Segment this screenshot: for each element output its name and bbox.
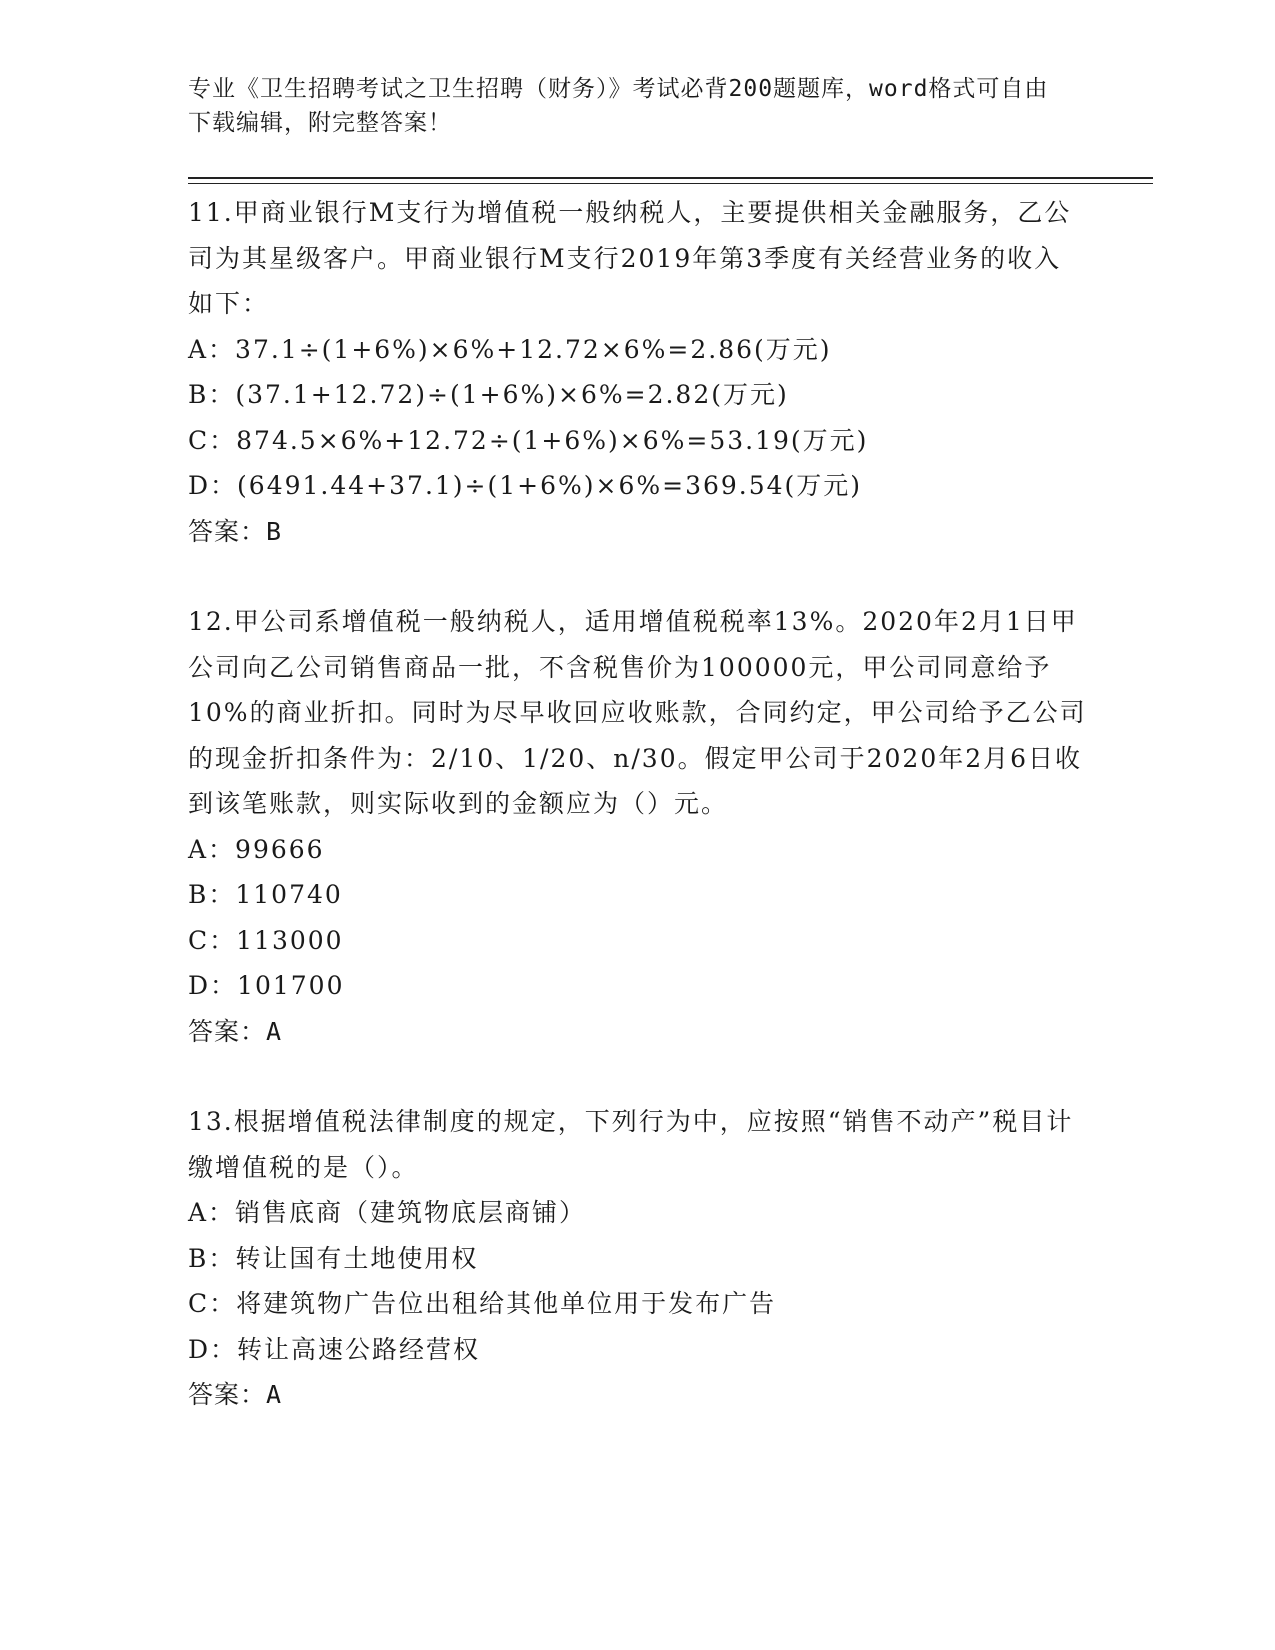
question-13 (188, 1099, 1088, 1418)
question-stem: 11.甲商业银行M支行为增值税一般纳税人，主要提供相关金融服务，乙公司为其星级客户。甲商业银行M支行2019年第3季度有关经营业务的收入如下： (188, 198, 1072, 318)
question-11 (188, 190, 1088, 554)
option-b: B：转让国有土地使用权 (188, 1243, 479, 1273)
option-a: A：99666 (188, 834, 325, 864)
answer-label: 答案：A (188, 1016, 283, 1046)
option-a: A：销售底商（建筑物底层商铺） (188, 1198, 587, 1227)
option-b: B：110740 (188, 880, 343, 909)
document-header: 专业《卫生招聘考试之卫生招聘（财务）》考试必背200题题库，word格式可自由下载编辑，附完整答案！ (188, 76, 1049, 136)
option-c: C：将建筑物广告位出租给其他单位用于发布广告 (188, 1289, 777, 1318)
option-d: D：101700 (188, 971, 345, 1000)
option-c: C：874.5×6%+12.72÷(1+6%)×6%=53.19(万元) (188, 425, 869, 455)
header-divider-thin (188, 183, 1153, 184)
header-divider-thick (188, 177, 1153, 179)
question-list (188, 190, 1088, 1418)
question-stem: 12.甲公司系增值税一般纳税人，适用增值税税率13%。2020年2月1日甲公司向乙公司销售商品一批，不含税售价为100000元，甲公司同意给予10%的商业折扣。同时为尽早收回应收账款，合同约定，甲公司给予乙公司的现金折扣条件为：2/10、1/20、n/30。假定甲公司于2020年2月6日收到该笔账款，则实际收到的金额应为（）元。 (188, 607, 1087, 818)
option-d: D：(6491.44+37.1)÷(1+6%)×6%=369.54(万元) (188, 471, 863, 500)
question-12 (188, 599, 1088, 1054)
option-b: B：(37.1+12.72)÷(1+6%)×6%=2.82(万元) (188, 380, 789, 409)
option-a: A：37.1÷(1+6%)×6%+12.72×6%=2.86(万元) (188, 334, 832, 364)
option-d: D：转让高速公路经营权 (188, 1334, 481, 1364)
question-stem: 13.根据增值税法律制度的规定，下列行为中，应按照“销售不动产”税目计缴增值税的是（）。 (188, 1107, 1074, 1182)
answer-label: 答案：B (188, 516, 283, 546)
option-c: C：113000 (188, 925, 344, 955)
answer-label: 答案：A (188, 1380, 283, 1409)
